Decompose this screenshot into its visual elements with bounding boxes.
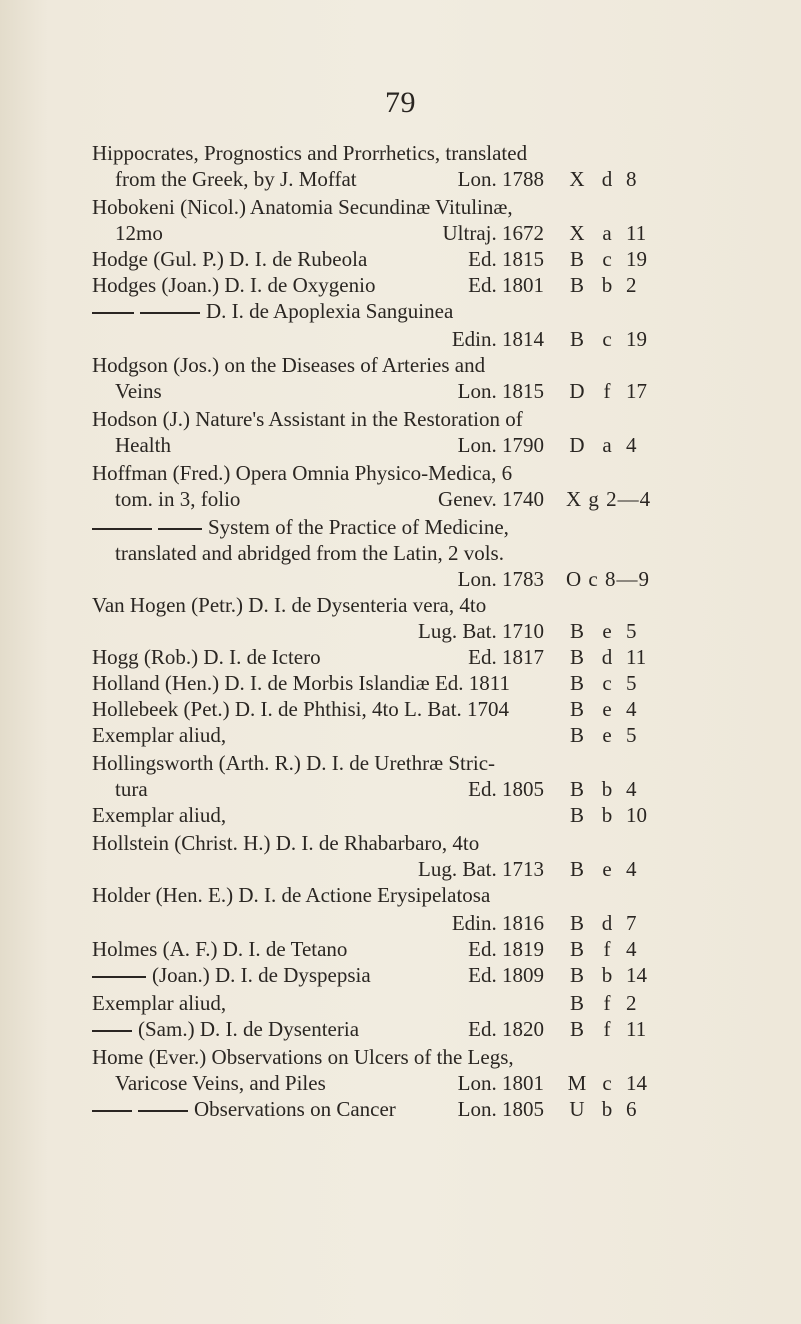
shelf-mark: d bbox=[601, 911, 613, 935]
shelf-mark: B bbox=[569, 1017, 584, 1041]
ditto-rule bbox=[140, 312, 200, 314]
shelf-mark: f bbox=[603, 1017, 611, 1041]
entry-line bbox=[92, 246, 367, 272]
shelf-mark: 5 bbox=[626, 619, 637, 643]
shelf-mark: 4 bbox=[626, 697, 637, 721]
shelf-mark: b bbox=[601, 777, 613, 801]
shelf-mark: e bbox=[602, 857, 612, 881]
entry-text: translated and abridged from the Latin, 2 vols. bbox=[115, 541, 504, 565]
entry-line bbox=[92, 990, 226, 1016]
shelf-mark: e bbox=[602, 619, 612, 643]
entry-text: Hippocrates, Prognostics and Prorrhetics, translated bbox=[92, 141, 528, 165]
entry-line bbox=[115, 220, 163, 246]
entry-text: Exemplar aliud, bbox=[92, 803, 227, 827]
imprint: Ed. 1801 bbox=[468, 273, 544, 297]
shelf-mark: 5 bbox=[626, 723, 637, 747]
entry-text: Home (Ever.) Observations on Ulcers of the Legs, bbox=[92, 1045, 514, 1069]
shelf-mark: f bbox=[603, 937, 611, 961]
shelf-mark: B bbox=[569, 991, 584, 1015]
entry-text: tom. in 3, folio bbox=[115, 487, 241, 511]
imprint: Lon. 1815 bbox=[457, 379, 544, 403]
imprint: Ed. 1805 bbox=[468, 777, 544, 801]
shelf-mark: 19 bbox=[626, 247, 647, 271]
entry-text: Hodge (Gul. P.) D. I. de Rubeola bbox=[92, 247, 368, 271]
shelf-mark: 14 bbox=[626, 1071, 647, 1095]
entry-line bbox=[92, 882, 490, 908]
entry-text: System of the Practice of Medicine, bbox=[208, 515, 509, 539]
shelf-mark: c bbox=[602, 247, 612, 271]
entry-line bbox=[92, 750, 495, 776]
entry-line bbox=[92, 802, 226, 828]
entry-text: D. I. de Apoplexia Sanguinea bbox=[206, 299, 454, 323]
shelf-mark: X bbox=[569, 221, 585, 245]
shelf-mark: 4 bbox=[626, 937, 637, 961]
shelf-mark: B bbox=[569, 911, 584, 935]
shelf-mark: B bbox=[569, 937, 584, 961]
imprint: Lon. 1805 bbox=[457, 1097, 544, 1121]
shelf-mark: 2 bbox=[626, 273, 637, 297]
entry-text: Veins bbox=[115, 379, 162, 403]
entry-text: Hodgson (Jos.) on the Diseases of Arteries and bbox=[92, 353, 486, 377]
shelf-mark: e bbox=[602, 697, 612, 721]
shelf-mark: b bbox=[601, 1097, 613, 1121]
entry-text: Edin. 1814 bbox=[451, 327, 544, 351]
shelf-mark: b bbox=[601, 963, 613, 987]
entry-text: (Sam.) D. I. de Dysenteria bbox=[138, 1017, 360, 1041]
shelf-mark: B bbox=[569, 645, 584, 669]
shelf-mark: 4 bbox=[626, 777, 637, 801]
entry-text: Van Hogen (Petr.) D. I. de Dysenteria vera, 4to bbox=[92, 593, 487, 617]
shelf-mark: c bbox=[602, 671, 612, 695]
shelf-mark: 2 bbox=[626, 991, 637, 1015]
entry-line bbox=[92, 592, 486, 618]
shelf-mark: b bbox=[601, 273, 613, 297]
entry-line bbox=[92, 696, 509, 722]
shelf-mark: d bbox=[601, 167, 613, 191]
ditto-rule bbox=[92, 1110, 132, 1112]
shelf-mark: 19 bbox=[626, 327, 647, 351]
shelf-mark: 17 bbox=[626, 379, 647, 403]
entry-text: Lon. 1783 bbox=[457, 567, 544, 591]
entry-line bbox=[115, 486, 240, 512]
entry-text: from the Greek, by J. Moffat bbox=[115, 167, 357, 191]
shelf-mark: b bbox=[601, 803, 613, 827]
shelf-mark: B bbox=[569, 963, 584, 987]
entry-text: Hogg (Rob.) D. I. de Ictero bbox=[92, 645, 321, 669]
entry-line bbox=[92, 406, 523, 432]
shelf-mark: X bbox=[569, 167, 585, 191]
entry-line bbox=[92, 272, 375, 298]
shelf-mark: B bbox=[569, 723, 584, 747]
entry-text: Hodson (J.) Nature's Assistant in the Restoration of bbox=[92, 407, 523, 431]
shelf-mark: B bbox=[569, 671, 584, 695]
shelf-mark: O c 8—9 bbox=[566, 567, 650, 591]
entry-line bbox=[92, 352, 485, 378]
shelf-mark: B bbox=[569, 273, 584, 297]
entry-text: Exemplar aliud, bbox=[92, 991, 227, 1015]
entry-line bbox=[115, 378, 162, 404]
entry-line bbox=[92, 856, 544, 882]
entry-text: Hollebeek (Pet.) D. I. de Phthisi, 4to L. Bat. 1704 bbox=[92, 697, 510, 721]
imprint: Ed. 1819 bbox=[468, 937, 544, 961]
entry-line bbox=[92, 644, 321, 670]
shelf-mark: 11 bbox=[626, 645, 647, 669]
page-number: 79 bbox=[385, 86, 416, 119]
ditto-rule bbox=[92, 312, 134, 314]
entry-text: Exemplar aliud, bbox=[92, 723, 227, 747]
entry-text: Varicose Veins, and Piles bbox=[115, 1071, 326, 1095]
entry-line bbox=[92, 460, 512, 486]
ditto-rule bbox=[138, 1110, 188, 1112]
entry-line bbox=[92, 722, 226, 748]
shelf-mark: a bbox=[602, 221, 612, 245]
imprint: Ed. 1820 bbox=[468, 1017, 544, 1041]
shelf-mark: 10 bbox=[626, 803, 647, 827]
ditto-rule bbox=[92, 1030, 132, 1032]
shelf-mark: 5 bbox=[626, 671, 637, 695]
entry-text: tura bbox=[115, 777, 148, 801]
entry-text: Health bbox=[115, 433, 171, 457]
shelf-mark: 11 bbox=[626, 221, 647, 245]
shelf-mark: c bbox=[602, 327, 612, 351]
entry-text: Hodges (Joan.) D. I. de Oxygenio bbox=[92, 273, 376, 297]
shelf-mark: B bbox=[569, 327, 584, 351]
shelf-mark: e bbox=[602, 723, 612, 747]
shelf-mark: X g 2—4 bbox=[566, 487, 652, 511]
entry-line bbox=[92, 936, 347, 962]
entry-line bbox=[115, 776, 148, 802]
entry-line bbox=[115, 1070, 326, 1096]
entry-text: Holder (Hen. E.) D. I. de Actione Erysipelatosa bbox=[92, 883, 491, 907]
shelf-mark: B bbox=[569, 777, 584, 801]
entry-text: 12mo bbox=[115, 221, 163, 245]
entry-line bbox=[115, 166, 357, 192]
entry-line bbox=[92, 140, 527, 166]
imprint: Ed. 1817 bbox=[468, 645, 544, 669]
shelf-mark: 11 bbox=[626, 1017, 647, 1041]
entry-text: Hoffman (Fred.) Opera Omnia Physico-Medica, 6 bbox=[92, 461, 513, 485]
entry-text: Holland (Hen.) D. I. de Morbis Islandiæ Ed. 1811 bbox=[92, 671, 510, 695]
entry-line bbox=[115, 540, 504, 566]
entry-line bbox=[92, 514, 509, 540]
shelf-mark: 4 bbox=[626, 433, 637, 457]
entry-line bbox=[92, 910, 544, 936]
imprint: Ultraj. 1672 bbox=[442, 221, 544, 245]
entry-text: (Joan.) D. I. de Dyspepsia bbox=[152, 963, 371, 987]
shelf-mark: D bbox=[569, 433, 585, 457]
shelf-mark: M bbox=[567, 1071, 587, 1095]
ditto-rule bbox=[158, 528, 202, 530]
shelf-mark: f bbox=[603, 379, 611, 403]
imprint: Lon. 1788 bbox=[457, 167, 544, 191]
shelf-mark: D bbox=[569, 379, 585, 403]
entry-line bbox=[92, 566, 544, 592]
entry-line bbox=[92, 326, 544, 352]
shelf-mark: f bbox=[603, 991, 611, 1015]
entry-text: Hollingsworth (Arth. R.) D. I. de Urethræ Stric- bbox=[92, 751, 496, 775]
entry-line bbox=[92, 830, 479, 856]
shelf-mark: B bbox=[569, 857, 584, 881]
entry-line bbox=[92, 298, 453, 324]
ditto-rule bbox=[92, 528, 152, 530]
shelf-mark: B bbox=[569, 803, 584, 827]
shelf-mark: U bbox=[569, 1097, 585, 1121]
shelf-mark: B bbox=[569, 619, 584, 643]
imprint: Ed. 1809 bbox=[468, 963, 544, 987]
entry-text: Holmes (A. F.) D. I. de Tetano bbox=[92, 937, 348, 961]
entry-text: Lug. Bat. 1713 bbox=[418, 857, 544, 881]
ditto-rule bbox=[92, 976, 146, 978]
entry-text: Observations on Cancer bbox=[194, 1097, 396, 1121]
entry-text: Lug. Bat. 1710 bbox=[418, 619, 544, 643]
entry-text: Hollstein (Christ. H.) D. I. de Rhabarbaro, 4to bbox=[92, 831, 480, 855]
shelf-mark: d bbox=[601, 645, 613, 669]
entry-text: Edin. 1816 bbox=[451, 911, 544, 935]
entry-line bbox=[92, 194, 513, 220]
imprint: Lon. 1801 bbox=[457, 1071, 544, 1095]
entry-line bbox=[115, 432, 171, 458]
shelf-mark: B bbox=[569, 697, 584, 721]
imprint: Genev. 1740 bbox=[438, 487, 544, 511]
shelf-mark: 4 bbox=[626, 857, 637, 881]
entry-line bbox=[92, 670, 510, 696]
entry-text: Hobokeni (Nicol.) Anatomia Secundinæ Vitulinæ, bbox=[92, 195, 513, 219]
shelf-mark: 14 bbox=[626, 963, 647, 987]
entry-line bbox=[92, 1044, 514, 1070]
imprint: Lon. 1790 bbox=[457, 433, 544, 457]
shelf-mark: a bbox=[602, 433, 612, 457]
shelf-mark: 7 bbox=[626, 911, 637, 935]
entry-line bbox=[92, 618, 544, 644]
shelf-mark: c bbox=[602, 1071, 612, 1095]
imprint: Ed. 1815 bbox=[468, 247, 544, 271]
shelf-mark: B bbox=[569, 247, 584, 271]
shelf-mark: 8 bbox=[626, 167, 637, 191]
entry-line bbox=[92, 962, 371, 988]
entry-line bbox=[92, 1016, 359, 1042]
shelf-mark: 6 bbox=[626, 1097, 637, 1121]
